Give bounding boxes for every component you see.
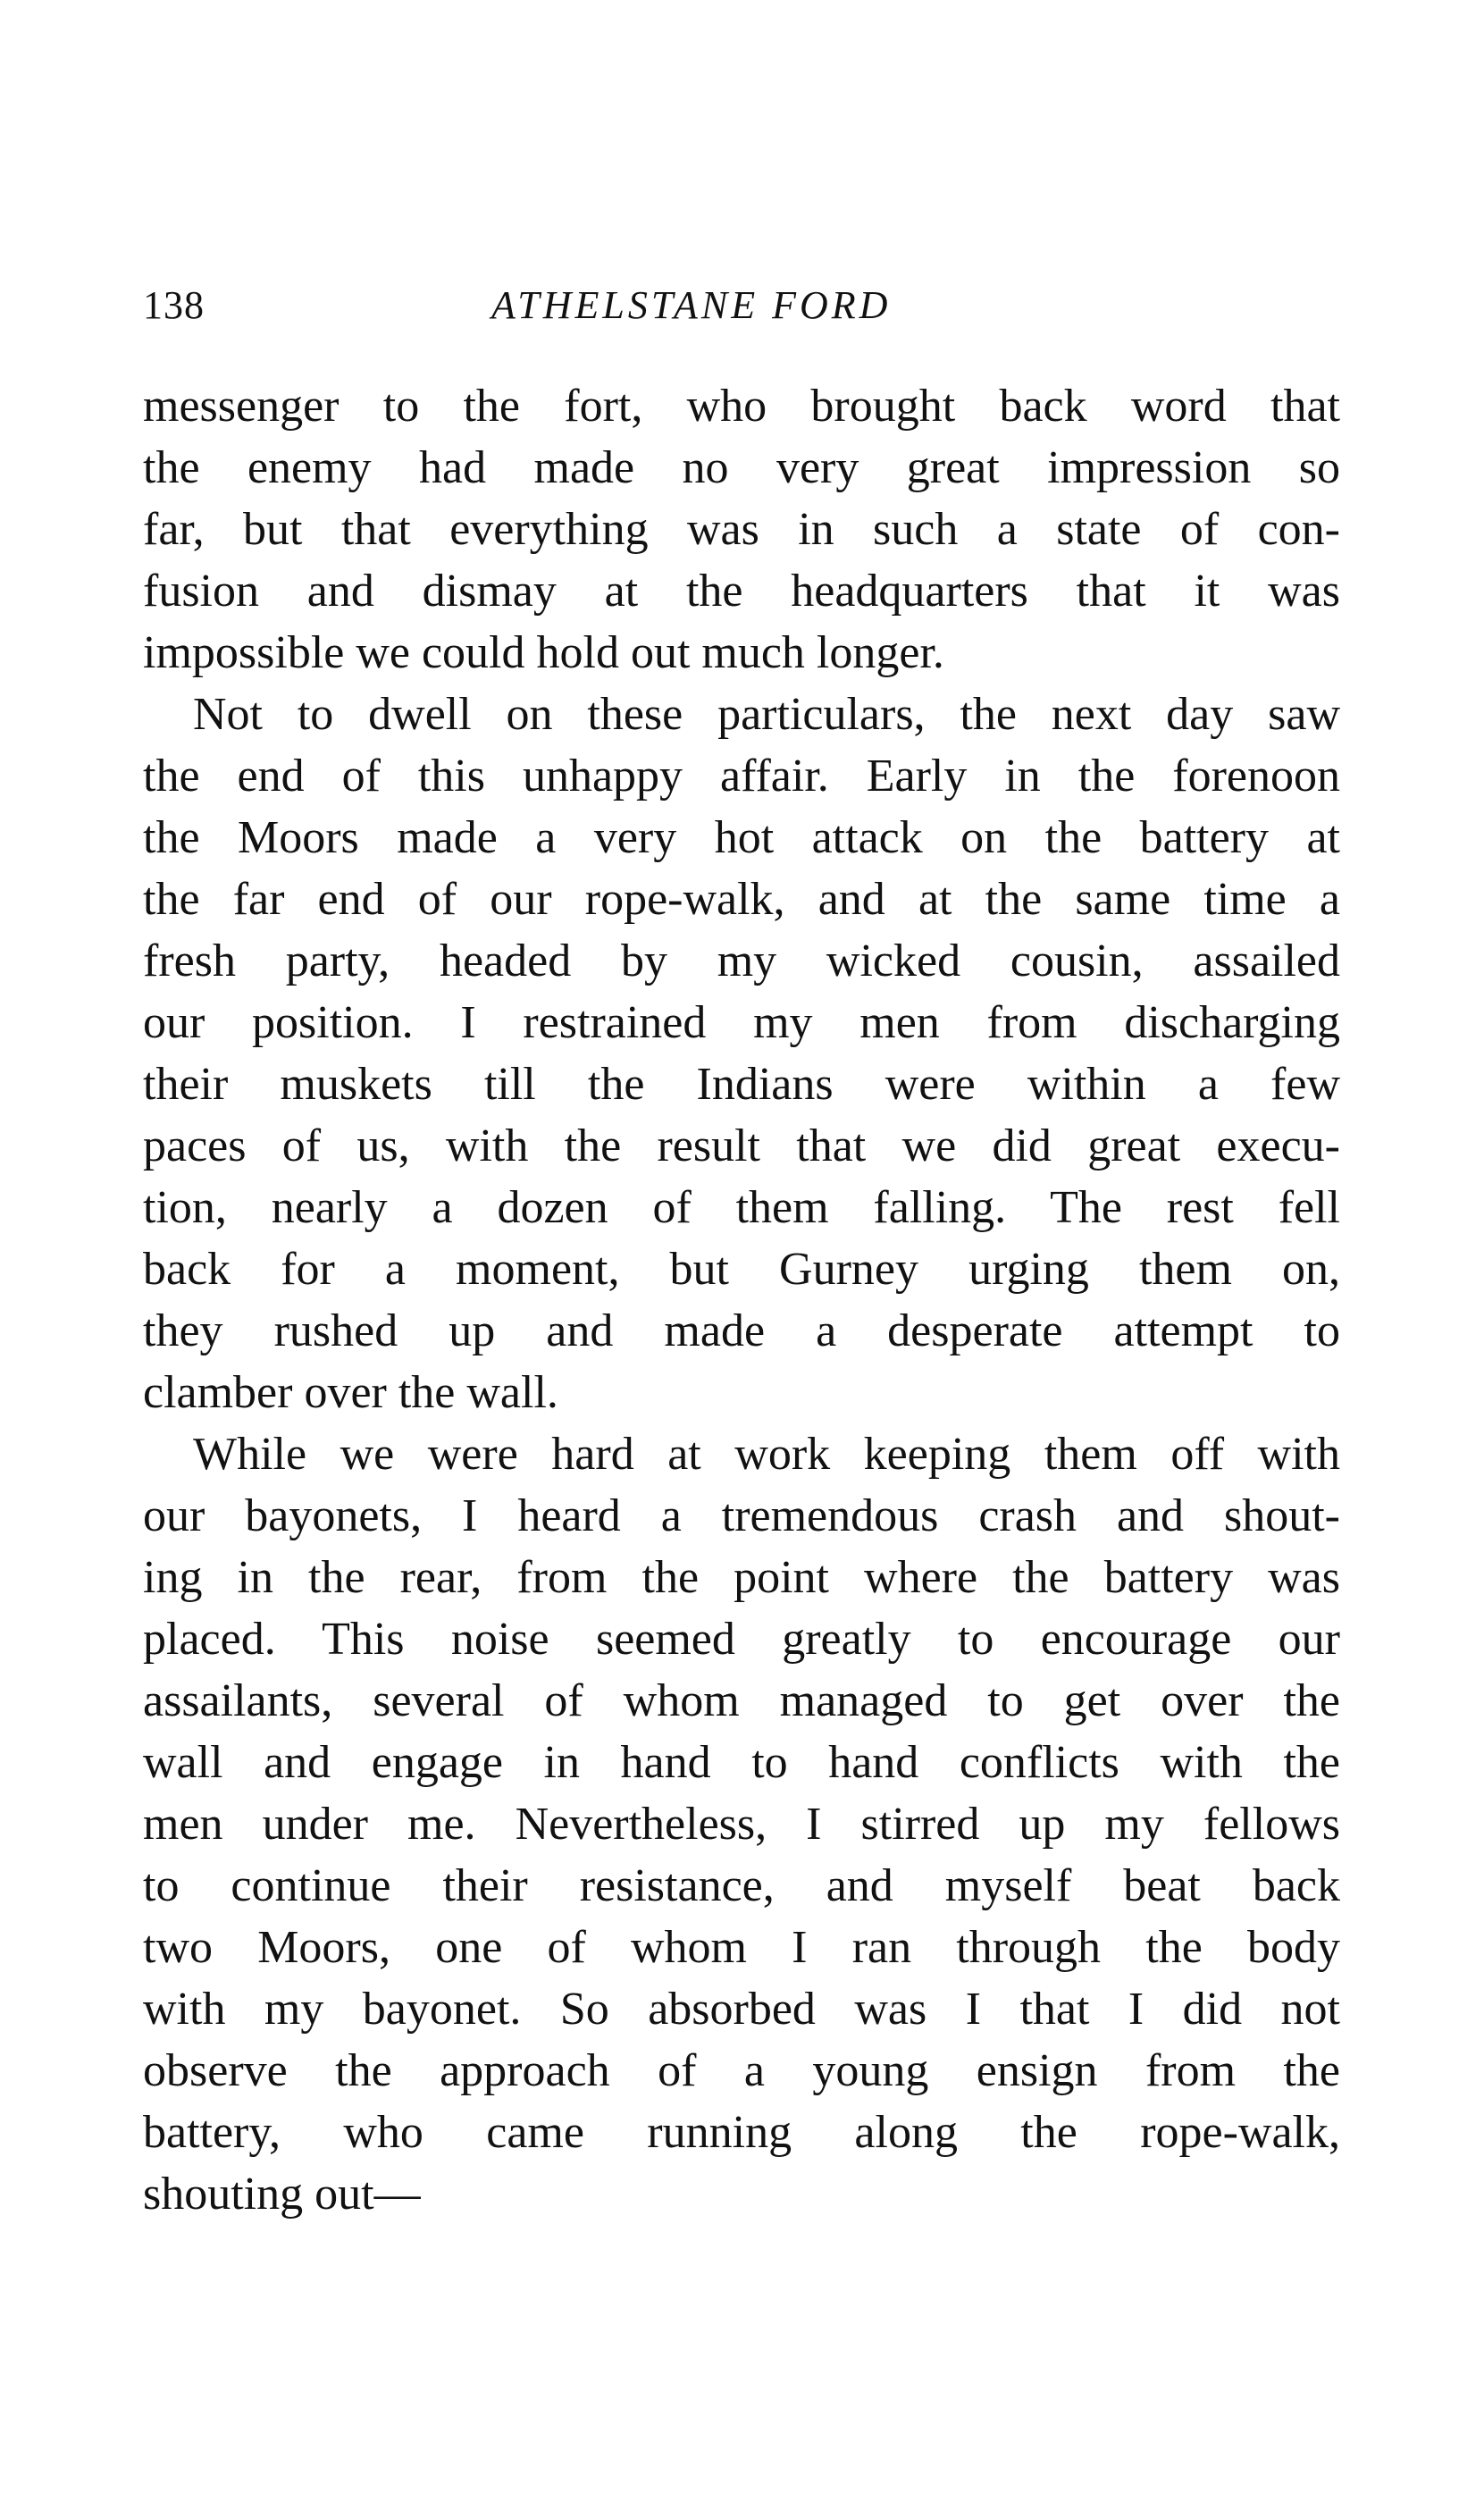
text-line: assailants, several of whom managed to get over the [143,1675,1340,1726]
page-number: 138 [143,283,205,327]
text-line: tion, nearly a dozen of them falling. The rest fell [143,1182,1340,1233]
text-line: back for a moment, but Gurney urging them on, [143,1244,1340,1295]
text-line: the far end of our rope-walk, and at the same time a [143,874,1340,925]
text-line: to continue their resistance, and myself beat back [143,1860,1340,1911]
text-line: the Moors made a very hot attack on the battery at [143,812,1340,863]
text-line: fusion and dismay at the headquarters that it was [143,566,1340,617]
body-text [143,375,1340,2225]
text-line: clamber over the wall. [143,1367,558,1418]
text-line: the end of this unhappy affair. Early in the forenoon [143,751,1340,801]
paragraph-1 [143,375,1340,684]
text-line: observe the approach of a young ensign from the [143,2045,1340,2096]
paragraph-3 [143,1423,1340,2225]
text-line: shouting out— [143,2169,421,2220]
text-line: men under me. Nevertheless, I stirred up my fellows [143,1799,1340,1850]
text-line: two Moors, one of whom I ran through the body [143,1922,1340,1973]
text-line: far, but that everything was in such a state of con- [143,504,1340,555]
text-line: Not to dwell on these particulars, the next day saw [193,689,1340,740]
running-head [143,279,1340,332]
text-line: placed. This noise seemed greatly to encourage our [143,1614,1340,1665]
text-line: impossible we could hold out much longer. [143,627,944,678]
text-line: their muskets till the Indians were within a few [143,1059,1340,1110]
text-line: with my bayonet. So absorbed was I that I did not [143,1984,1340,2035]
text-line: wall and engage in hand to hand conflicts with the [143,1737,1340,1788]
paragraph-2 [143,684,1340,1423]
text-line: our bayonets, I heard a tremendous crash and shout- [143,1490,1340,1541]
text-line: ing in the rear, from the point where the battery was [143,1552,1340,1603]
text-line: the enemy had made no very great impression so [143,442,1340,493]
text-line: our position. I restrained my men from discharging [143,997,1340,1048]
text-line: While we were hard at work keeping them off with [193,1429,1340,1480]
text-line: battery, who came running along the rope-walk, [143,2107,1340,2158]
text-line: messenger to the fort, who brought back word that [143,381,1340,432]
text-line: fresh party, headed by my wicked cousin, assailed [143,936,1340,986]
text-line: paces of us, with the result that we did great execu- [143,1120,1340,1171]
text-line: they rushed up and made a desperate attempt to [143,1305,1340,1356]
running-title: ATHELSTANE FORD [491,283,892,327]
